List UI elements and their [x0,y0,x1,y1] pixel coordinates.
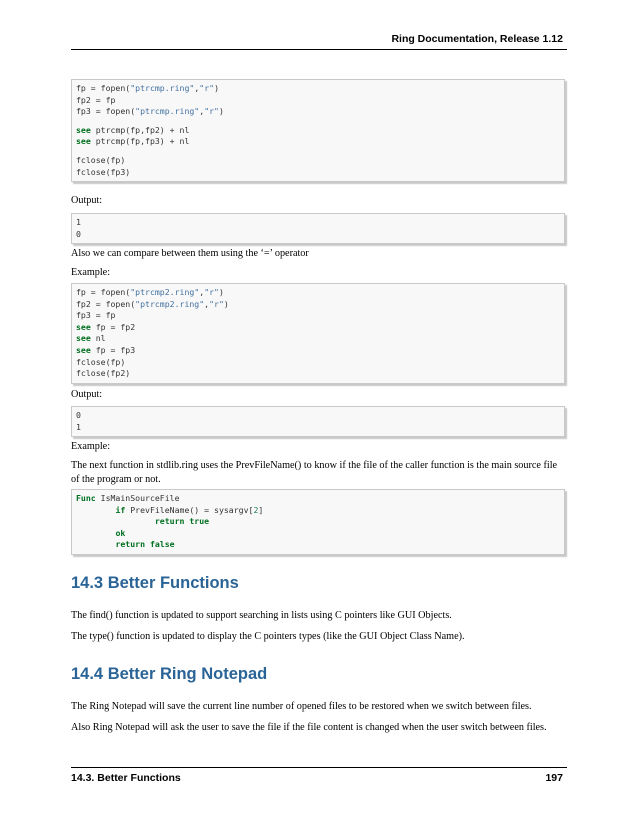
code-line: fp2 = fopen("ptrcmp2.ring","r") [76,298,229,309]
output-line: 0 [76,228,81,239]
code-line: see ptrcmp(fp,fp3) + nl [76,136,190,147]
section-heading-better-notepad: 14.4 Better Ring Notepad [71,665,268,683]
code-line: fclose(fp) [76,154,126,165]
code-line: see fp = fp3 [76,344,136,355]
code-line: fp3 = fp [76,310,116,321]
paragraph: The Ring Notepad will save the current line number of opened files to be restored when we switch between files. [71,701,532,712]
code-line: ok [115,527,126,538]
code-line: see ptrcmp(fp,fp2) + nl [76,124,190,135]
paragraph: Also we can compare between them using the ‘=’ operator [71,248,309,259]
code-block-ptrcmp [71,79,565,182]
code-line: fclose(fp) [76,356,126,367]
code-line: fp3 = fopen("ptrcmp.ring","r") [76,106,224,117]
code-line: fp = fopen("ptrcmp.ring","r") [76,83,219,93]
running-header: Ring Documentation, Release 1.12 [391,33,563,45]
footer-section-title: 14.3. Better Functions [71,772,181,784]
paragraph: Also Ring Notepad will ask the user to save the file if the file content is changed when the user switch between files. [71,722,547,733]
output-label: Output: [71,195,103,206]
code-line: Func IsMainSourceFile [76,493,180,503]
output-block-2 [71,406,565,437]
output-label: Output: [71,389,103,400]
code-line: return false [115,539,175,550]
code-line: fp = fopen("ptrcmp2.ring","r") [76,287,224,297]
section-heading-better-functions: 14.3 Better Functions [71,574,239,592]
header-divider [71,49,567,50]
code-line: fclose(fp2) [76,368,131,379]
paragraph: The next function in stdlib.ring uses the PrevFileName() to know if the file of the caller function is the main source file of the program or not. [71,460,558,485]
code-line: see nl [76,333,106,344]
code-block-ismainsourcefile [71,489,565,555]
example-label: Example: [71,267,111,278]
page-number: 197 [545,772,563,784]
output-line: 1 [76,217,81,227]
output-line: 1 [76,421,81,432]
paragraph: The find() function is updated to support searching in lists using C pointers like GUI Objects. [71,610,452,621]
code-line: return true [154,516,210,527]
code-line: see fp = fp2 [76,321,136,332]
code-line: fclose(fp3) [76,166,131,177]
example-label: Example: [71,441,111,452]
footer-divider [71,767,567,768]
code-line: fp2 = fp [76,94,116,105]
paragraph: The type() function is updated to display the C pointers types (like the GUI Object Class Name). [71,631,465,642]
code-block-ptrcmp2 [71,283,565,384]
output-block-1 [71,213,565,244]
output-line: 0 [76,410,81,420]
code-line: if PrevFileName() = sysargv[2] [115,504,264,515]
